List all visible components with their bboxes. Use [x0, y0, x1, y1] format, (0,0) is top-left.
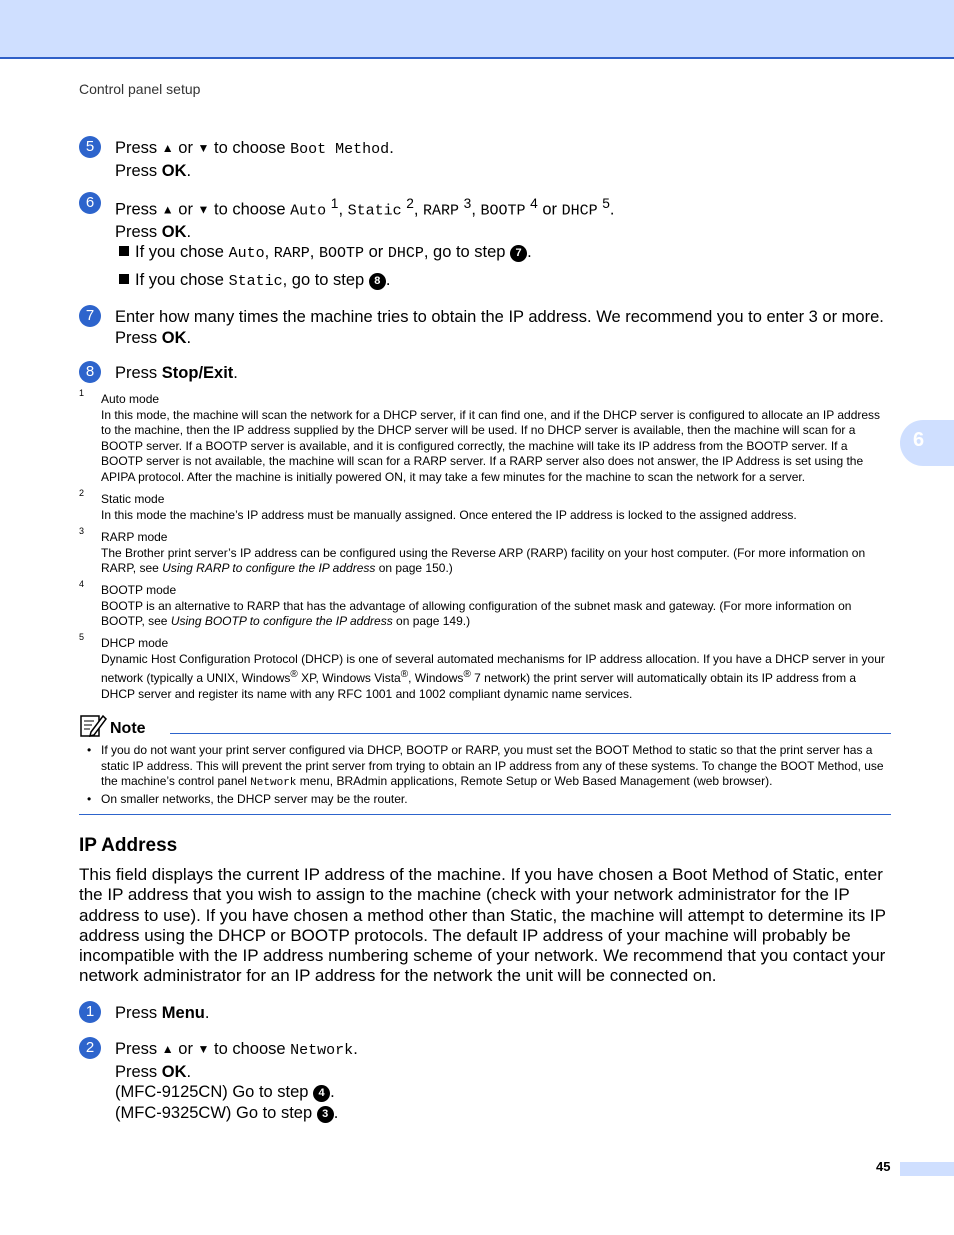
note-list — [79, 743, 891, 807]
step-number-badge: 1 — [79, 1001, 101, 1023]
down-arrow-icon: ▼ — [197, 202, 210, 217]
square-bullet-icon — [119, 274, 129, 284]
step-7: 7 Enter how many times the machine tries to obtain the IP address. We recommend you to enter 3 or more. Press OK. — [79, 307, 894, 348]
section-paragraph: This field displays the current IP address of the machine. If you have chosen a Boot Method of Static, enter the IP address that you wish to assign to the machine (check with your network administrator for the IP address to use). If you have chosen a method other than Static, the machine will attempt to determine its IP address using the DHCP or BOOTP protocols. The default IP address of your machine will probably be incompatible with the IP address numbering scheme of your network. We recommend that you contact your network administrator for an IP address for the network the unit will be connected on. — [79, 865, 886, 986]
step-number-badge: 8 — [79, 361, 101, 383]
option-dhcp: DHCP — [561, 202, 598, 220]
note-pencil-icon — [79, 712, 107, 738]
menu-value: Network — [290, 1042, 354, 1059]
footnote-ref: 2 — [406, 196, 414, 211]
ok-key: OK — [161, 161, 187, 180]
step-1: 1 Press Menu. — [79, 1003, 894, 1024]
footnote-1: 1 Auto mode In this mode, the machine will scan the network for a DHCP server, if it can find one, and if the DHCP server is configured to allocate an IP address to the machine, then the IP address supplied by the DHCP server will be used. If no DHCP server is available, then the machine will scan for a BOOTP server. If a BOOTP server is available, and it is configured correctly, the machine will take its IP address from the BOOTP server. If a BOOTP server is not available, the machine will scan for a RARP server. If a RARP server also does not answer, the IP Address is set using the APIPA protocol. After the machine is initially powered ON, it may take a few minutes for the machine to scan the network for a server. — [79, 388, 881, 484]
step-ref-badge: 3 — [317, 1106, 334, 1123]
footnote-ref: 3 — [463, 196, 472, 211]
up-arrow-icon: ▲ — [161, 202, 174, 217]
down-arrow-icon: ▼ — [197, 1042, 210, 1056]
ok-key: OK — [161, 328, 187, 347]
cross-reference-link[interactable]: Using BOOTP to configure the IP address — [170, 614, 393, 628]
up-arrow-icon: ▲ — [161, 141, 174, 155]
down-arrow-icon: ▼ — [197, 141, 210, 155]
step-ref-badge: 4 — [313, 1085, 330, 1102]
footnote-5: 5 DHCP mode Dynamic Host Configuration Protocol (DHCP) is one of several automated mechanisms for IP address allocation. If you have a DHCP server in your network (typically a UNIX, Windows® XP, Windows Vista®, Windows® 7 network) the print server will automatically obtain its IP address from a DHCP server and register its name with any RFC 1001 and 1002 compliant dynamic name services. — [79, 632, 885, 701]
stop-exit-key: Stop/Exit — [161, 364, 234, 382]
step-5: 5 Press ▲ or ▼ to choose Boot Method. Press OK. — [79, 138, 894, 181]
footnote-2: 2 Static mode In this mode the machine’s IP address must be manually assigned. Once entered the IP address is locked to the assigned address. — [79, 488, 797, 522]
step-ref-badge: 8 — [369, 273, 386, 290]
square-bullet-icon — [119, 246, 129, 256]
menu-value: Network — [250, 777, 297, 789]
footnote-ref: 4 — [530, 196, 538, 211]
footnote-3: 3 RARP mode The Brother print server’s IP address can be configured using the Reverse ARP (RARP) facility on your host computer. (For more information on RARP, see Using RARP to configure the IP address on page 150.) — [79, 526, 866, 575]
ok-key: OK — [161, 223, 187, 241]
page-number: 45 — [876, 1159, 891, 1174]
step-ref-badge: 7 — [510, 245, 527, 262]
section-heading: IP Address — [79, 835, 178, 856]
option-static: Static — [347, 202, 402, 220]
note-header — [79, 712, 891, 738]
note-item: • If you do not want your print server configured via DHCP, BOOTP or RARP, you must set the BOOT Method to static so that the print server has a static IP address. This will prevent the print server from trying to obtain an IP address from any of these systems. To change the BOOT Method, use the machine’s control panel Network menu, BRAdmin applications, Remote Setup or Web Based Management (web browser). — [87, 743, 884, 789]
note-divider — [170, 733, 891, 734]
step-6: 6 Press ▲ or ▼ to choose Auto $^1$, Static $^2$, RARP $^3$, BOOTP $^4$ or DHCP $^5$. Press OK. — [79, 194, 894, 243]
step-number-badge: 2 — [79, 1037, 101, 1059]
step-number-badge: 6 — [79, 192, 101, 214]
step-number-badge: 5 — [79, 136, 101, 158]
note-item: • On smaller networks, the DHCP server may be the router. — [87, 791, 408, 806]
step-8: 8 Press Stop/Exit. — [79, 363, 894, 384]
step-6-substep-1: If you chose Auto, RARP, BOOTP or DHCP, go to step 7 . — [119, 243, 532, 262]
page-number-bar — [900, 1162, 954, 1176]
footnote-ref: 1 — [330, 196, 339, 211]
ok-key: OK — [161, 1062, 187, 1081]
note-label: Note — [110, 720, 146, 737]
note-bottom-divider — [79, 814, 891, 815]
chapter-tab[interactable]: 6 — [900, 420, 954, 466]
option-bootp: BOOTP — [480, 202, 526, 220]
top-header-band — [0, 0, 954, 59]
footnote-ref: 5 — [602, 196, 610, 211]
step-number-badge: 7 — [79, 305, 101, 327]
menu-key: Menu — [161, 1004, 205, 1022]
menu-value: Boot Method — [290, 141, 390, 158]
option-auto: Auto — [290, 202, 327, 220]
step-6-substep-2: If you chose Static, go to step 8 . — [119, 271, 390, 290]
cross-reference-link[interactable]: Using RARP to configure the IP address — [162, 561, 376, 575]
running-header: Control panel setup — [79, 81, 201, 97]
step-2: 2 Press ▲ or ▼ to choose Network. Press OK. (MFC-9125CN) Go to step 4 . (MFC-9325CW) Go to step 3 . — [79, 1039, 894, 1123]
up-arrow-icon: ▲ — [161, 1042, 174, 1056]
option-rarp: RARP — [423, 202, 460, 220]
footnote-4: 4 BOOTP mode BOOTP is an alternative to RARP that has the advantage of allowing configuration of the subnet mask and gateway. (For more information on BOOTP, see Using BOOTP to configure the IP address on page 149.) — [79, 579, 852, 628]
